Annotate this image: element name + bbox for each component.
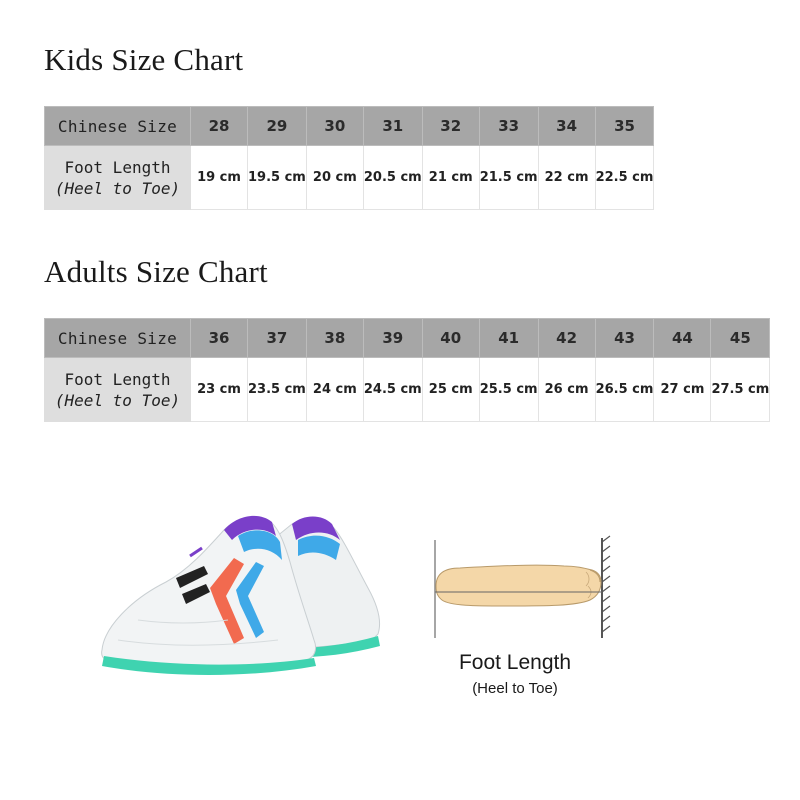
adults-size-row: [45, 319, 770, 358]
adults-length-cell: 24 cm: [306, 358, 363, 422]
kids-length-header-label: Foot Length: [64, 157, 171, 177]
kids-length-cell: 19 cm: [191, 146, 248, 210]
kids-length-row: [45, 146, 654, 210]
adults-size-table: [44, 318, 770, 422]
adults-length-cell: 25 cm: [422, 358, 479, 422]
adults-length-cell: 23.5 cm: [248, 358, 307, 422]
kids-size-chart-title: Kids Size Chart: [44, 42, 244, 77]
kids-length-cell: 19.5 cm: [248, 146, 307, 210]
adults-length-header-sublabel: (Heel to Toe): [54, 390, 181, 410]
kids-length-cell: 22.5 cm: [595, 146, 654, 210]
kids-length-cell: 22 cm: [538, 146, 595, 210]
foot-length-caption-label: Foot Length: [458, 651, 572, 674]
adults-length-header: [45, 358, 191, 422]
kids-size-table: [44, 106, 654, 210]
kids-size-cell: 29: [248, 107, 307, 146]
kids-length-header-sublabel: (Heel to Toe): [54, 178, 181, 198]
adults-length-cell: 23 cm: [191, 358, 248, 422]
taekwondo-shoes-image: [78, 500, 390, 686]
foot-length-caption-sublabel: (Heel to Toe): [472, 680, 558, 697]
kids-size-cell: 31: [363, 107, 422, 146]
kids-length-cell: 20.5 cm: [363, 146, 422, 210]
kids-size-cell: 34: [538, 107, 595, 146]
adults-length-header-label: Foot Length: [64, 369, 171, 389]
kids-length-cell: 21.5 cm: [479, 146, 538, 210]
adults-length-cell: 24.5 cm: [363, 358, 422, 422]
kids-size-cell: 30: [306, 107, 363, 146]
foot-measure-diagram: [426, 534, 614, 644]
adults-size-cell: 37: [248, 319, 307, 358]
adults-size-cell: 43: [595, 319, 654, 358]
kids-length-cell: 20 cm: [306, 146, 363, 210]
adults-size-cell: 36: [191, 319, 248, 358]
adults-size-cell: 45: [711, 319, 770, 358]
kids-length-cell: 21 cm: [422, 146, 479, 210]
kids-size-cell: 35: [595, 107, 654, 146]
kids-length-header: [45, 146, 191, 210]
adults-size-chart-title: Adults Size Chart: [44, 254, 268, 289]
adults-length-cell: 27.5 cm: [711, 358, 770, 422]
adults-length-cell: 26.5 cm: [595, 358, 654, 422]
kids-size-cell: 28: [191, 107, 248, 146]
kids-size-row: [45, 107, 654, 146]
wall-marker: [602, 536, 610, 638]
foot-length-caption: [410, 650, 620, 700]
adults-size-cell: 40: [422, 319, 479, 358]
kids-size-header: Chinese Size: [45, 107, 191, 146]
kids-size-cell: 32: [422, 107, 479, 146]
adults-size-cell: 42: [538, 319, 595, 358]
adults-size-cell: 39: [363, 319, 422, 358]
adults-size-header: Chinese Size: [45, 319, 191, 358]
foot-shape: [436, 565, 601, 606]
adults-length-cell: 25.5 cm: [479, 358, 538, 422]
adults-length-cell: 27 cm: [654, 358, 711, 422]
adults-length-cell: 26 cm: [538, 358, 595, 422]
kids-size-cell: 33: [479, 107, 538, 146]
adults-length-row: [45, 358, 770, 422]
adults-size-cell: 41: [479, 319, 538, 358]
adults-size-cell: 38: [306, 319, 363, 358]
adults-size-cell: 44: [654, 319, 711, 358]
